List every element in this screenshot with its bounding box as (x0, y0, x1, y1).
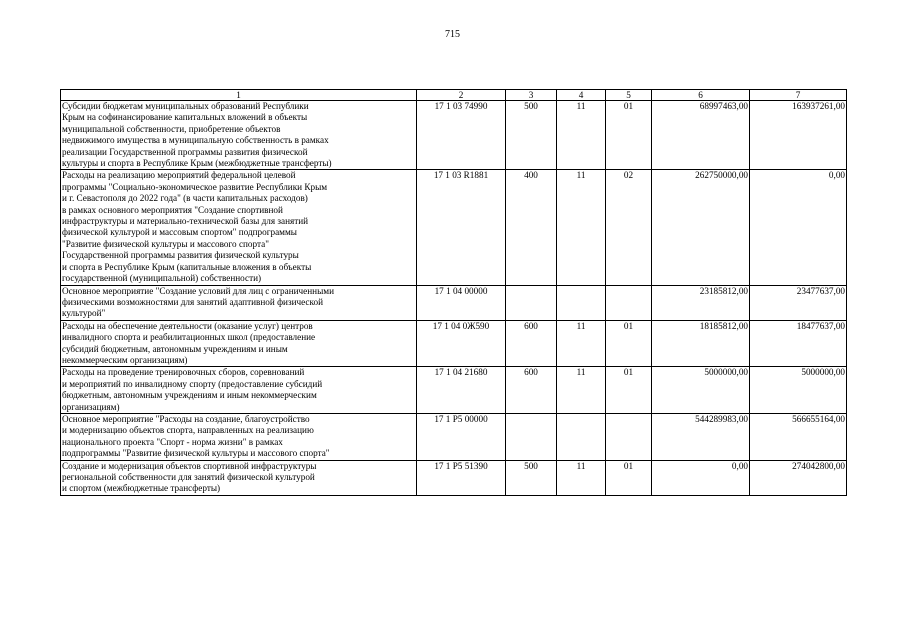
table-row (61, 413, 847, 460)
row-name: Создание и модернизация объектов спортивной инфраструктуры региональной собственности для занятий физической культурой и спортом (межбюджетные трансферты) (61, 460, 417, 495)
row-amount-col7: 18477637,00 (750, 320, 847, 367)
row-expense-type: 500 (506, 460, 557, 495)
row-target-code: 17 1 04 0Ж590 (417, 320, 506, 367)
row-section: 11 (557, 460, 606, 495)
row-name: Расходы на проведение тренировочных сборов, соревнований и мероприятий по инвалидному спорту (предоставление субсидий бюджетным, автономным учреждениям и иным некоммерческим организациям) (61, 367, 417, 414)
row-subsection (606, 413, 652, 460)
row-amount-col7: 566655164,00 (750, 413, 847, 460)
row-expense-type: 600 (506, 320, 557, 367)
row-subsection: 01 (606, 320, 652, 367)
header-col-6: 6 (652, 90, 750, 101)
row-section (557, 285, 606, 320)
row-subsection: 01 (606, 460, 652, 495)
row-target-code: 17 1 03 74990 (417, 101, 506, 170)
row-subsection: 01 (606, 101, 652, 170)
row-subsection: 02 (606, 170, 652, 285)
row-amount-col6: 18185812,00 (652, 320, 750, 367)
row-amount-col6: 5000000,00 (652, 367, 750, 414)
budget-table (60, 89, 847, 496)
table-row (61, 285, 847, 320)
header-col-2: 2 (417, 90, 506, 101)
row-name: Субсидии бюджетам муниципальных образований Республики Крым на софинансирование капитальных вложений в объекты муниципальной собственности, приобретение объектов недвижимого имущества в муниципальную собственность в рамках реализации Государственной программы развития физической культуры и спорта в Республике Крым (межбюджетные трансферты) (61, 101, 417, 170)
table-row (61, 367, 847, 414)
row-amount-col6: 68997463,00 (652, 101, 750, 170)
table-row (61, 460, 847, 495)
header-col-5: 5 (606, 90, 652, 101)
row-amount-col6: 0,00 (652, 460, 750, 495)
row-subsection: 01 (606, 367, 652, 414)
row-target-code: 17 1 P5 00000 (417, 413, 506, 460)
row-name: Основное мероприятие "Расходы на создание, благоустройство и модернизацию объектов спорта, направленных на реализацию национального проекта "Спорт - норма жизни" в рамках подпрограммы "Развитие физической культуры и массового спорта" (61, 413, 417, 460)
row-target-code: 17 1 04 21680 (417, 367, 506, 414)
row-target-code: 17 1 03 R1881 (417, 170, 506, 285)
header-col-7: 7 (750, 90, 847, 101)
row-section (557, 413, 606, 460)
header-col-3: 3 (506, 90, 557, 101)
table-row (61, 101, 847, 170)
row-amount-col6: 262750000,00 (652, 170, 750, 285)
row-amount-col6: 23185812,00 (652, 285, 750, 320)
row-amount-col7: 0,00 (750, 170, 847, 285)
header-row (61, 90, 847, 101)
row-expense-type: 400 (506, 170, 557, 285)
row-expense-type (506, 285, 557, 320)
page-number: 715 (445, 29, 460, 40)
row-expense-type (506, 413, 557, 460)
row-section: 11 (557, 320, 606, 367)
row-target-code: 17 1 04 00000 (417, 285, 506, 320)
header-col-4: 4 (557, 90, 606, 101)
row-amount-col6: 544289983,00 (652, 413, 750, 460)
row-expense-type: 600 (506, 367, 557, 414)
row-name: Расходы на обеспечение деятельности (оказание услуг) центров инвалидного спорта и реабилитационных школ (предоставление субсидий бюджетным, автономным учреждениям и иным некоммерческим организациям) (61, 320, 417, 367)
row-name: Основное мероприятие "Создание условий для лиц с ограниченными физическими возможностями для занятий адаптивной физической культурой" (61, 285, 417, 320)
row-subsection (606, 285, 652, 320)
row-section: 11 (557, 367, 606, 414)
header-col-1: 1 (61, 90, 417, 101)
table-row (61, 320, 847, 367)
row-amount-col7: 274042800,00 (750, 460, 847, 495)
row-section: 11 (557, 101, 606, 170)
row-amount-col7: 5000000,00 (750, 367, 847, 414)
row-name: Расходы на реализацию мероприятий федеральной целевой программы "Социально-экономическое развитие Республики Крым и г. Севастополя до 2022 года" (в части капитальных расходов) в рамках основного мероприятия "Создание спортивной инфраструктуры и материально-технической базы для занятий физической культурой и массовым спортом" подпрограммы "Развитие физической культуры и массового спорта" Государственной программы развития физической культуры и спорта в Республике Крым (капитальные вложения в объекты государственной (муниципальной) собственности) (61, 170, 417, 285)
row-expense-type: 500 (506, 101, 557, 170)
row-section: 11 (557, 170, 606, 285)
row-amount-col7: 23477637,00 (750, 285, 847, 320)
table-row (61, 170, 847, 285)
row-target-code: 17 1 P5 51390 (417, 460, 506, 495)
row-amount-col7: 163937261,00 (750, 101, 847, 170)
